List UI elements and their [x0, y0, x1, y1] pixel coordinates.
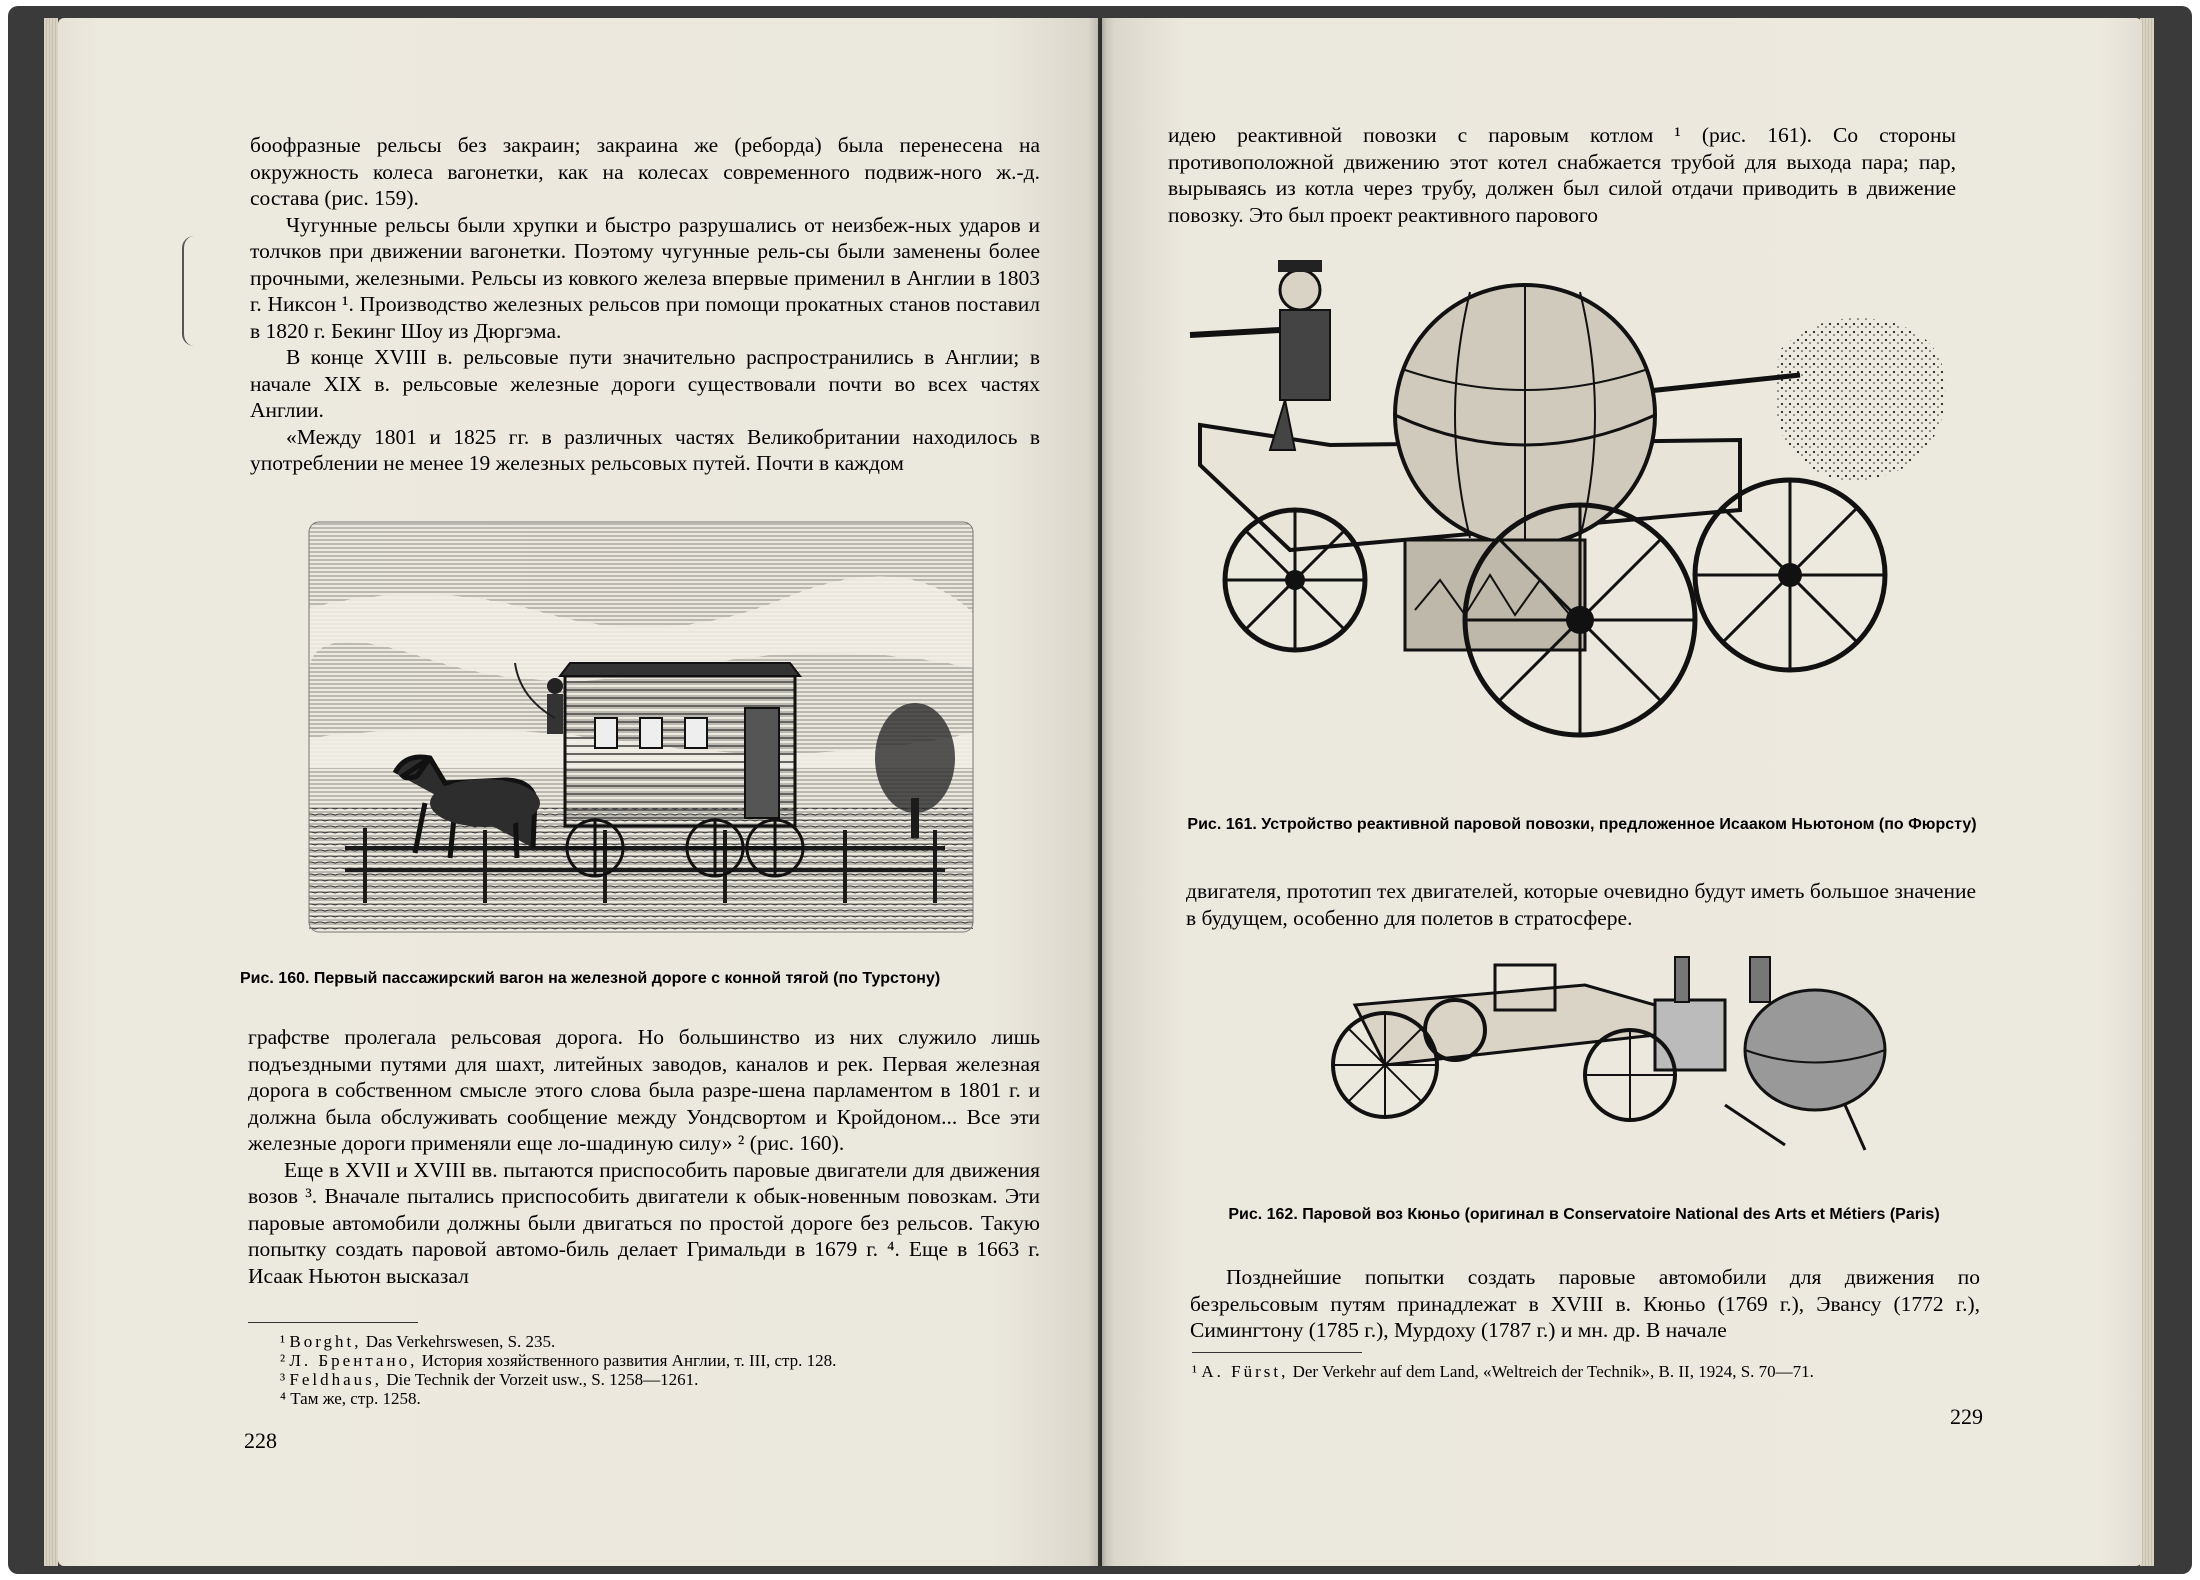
right-footnote-rule: [1192, 1352, 1362, 1353]
left-footnotes: [280, 1332, 1040, 1408]
left-paragraph-6: Еще в XVII и XVIII вв. пытаются приспособить паровые двигатели для движения возов ³. Вначале пытались приспособить двигатели к обык-новенным повозкам. Эти паровые автомобили должны были двигаться по простой дороге без рельсов. Такую попытку создать паровой автомо-биль делает Гримальди в 1679 г. ⁴. Еще в 1663 г. Исаак Ньютон высказал: [248, 1157, 1040, 1288]
left-page-number: 228: [244, 1428, 277, 1453]
right-paragraph-3: Позднейшие попытки создать паровые автомобили для движения по безрельсовым путям принадлежат в XVIII в. Кюньо (1769 г.), Эвансу (1772 г.), Симингтону (1785 г.), Мурдоху (1787 г.) и мн. др. В начале: [1190, 1265, 1980, 1342]
page-edges-left: [44, 18, 58, 1566]
left-paragraph-1: боофразные рельсы без закраин; закраина же (реборда) была перенесена на окружность колеса вагонетки, как на колесах современного подвиж-ного ж.-д. состава (рис. 159).: [250, 133, 1040, 210]
figure-162-caption: Рис. 162. Паровой воз Кюньо (оригинал в Conservatoire National des Arts et Métiers (Paris): [1228, 1206, 1940, 1223]
left-footnote-4: ⁴ Там же, стр. 1258.: [280, 1389, 421, 1408]
figure-160-horse-wagon: [305, 518, 977, 936]
right-text-top: [1168, 122, 1956, 228]
left-footnote-rule: [248, 1322, 418, 1323]
left-footnote-1: ¹ Borght, Das Verkehrswesen, S. 235.: [280, 1332, 556, 1351]
book-gutter: [1088, 18, 1114, 1566]
right-footnotes: [1192, 1362, 1982, 1381]
left-paragraph-2: Чугунные рельсы были хрупки и быстро разрушались от неизбеж-ных ударов и толчков при движении вагонетки. Поэтому чугунные рель-сы были заменены более прочными, железными. Рельсы из ковкого железа впервые применил в Англии в 1803 г. Никсон ¹. Производство железных рельсов при помощи прокатных станов поставил в 1820 г. Бекинг Шоу из Дюргэма.: [250, 212, 1040, 343]
right-text-bottom: [1190, 1264, 1980, 1344]
left-paragraph-5: графстве пролегала рельсовая дорога. Но большинство из них служило лишь подъездными путями для шахт, литейных заводов, каналов и рек. Первая железная дорога в собственном смысле этого слова была разре-шена парламентом в 1801 г. и должна была обслуживать сообщение между Уондсвортом и Кройдоном... Все эти железные дороги применяли еще ло-шадиную силу» ² (рис. 160).: [248, 1025, 1040, 1155]
left-text-bottom: [248, 1024, 1040, 1289]
right-footnote-1: ¹ A. Fürst, Der Verkehr auf dem Land, «Weltreich der Technik», B. II, 1924, S. 70—71.: [1192, 1362, 1814, 1381]
right-paragraph-1: идею реактивной повозки с паровым котлом ¹ (рис. 161). Со стороны противоположной движению этот котел снабжается трубой для выхода пара; пар, вырываясь из котла через трубу, должен был силой отдачи приводить в движение повозку. Это был проект реактивного парового: [1168, 123, 1956, 227]
left-footnote-3: ³ Feldhaus, Die Technik der Vorzeit usw., S. 1258—1261.: [280, 1370, 699, 1389]
right-text-mid: [1186, 878, 1976, 931]
page-edges-right: [2140, 18, 2154, 1566]
figure-161-caption: Рис. 161. Устройство реактивной паровой повозки, предложенное Исааком Ньютоном (по Фюрсту): [1187, 816, 1977, 833]
left-paragraph-3: В конце XVIII в. рельсовые пути значительно распространились в Англии; в начале XIX в. рельсовые железные дороги существовали почти во всех частях Англии.: [250, 345, 1040, 422]
right-page-number: 229: [1950, 1404, 1983, 1429]
figure-162-cugnot-steam-wagon: [1325, 945, 1895, 1165]
figure-160-caption: Рис. 160. Первый пассажирский вагон на железной дороге с конной тягой (по Турстону): [240, 970, 941, 987]
right-paragraph-2: двигателя, прототип тех двигателей, которые очевидно будут иметь большое значение в будущем, особенно для полетов в стратосфере.: [1186, 879, 1976, 930]
left-footnote-2: ² Л. Брентано, История хозяйственного развития Англии, т. III, стр. 128.: [280, 1351, 837, 1370]
margin-bracket-mark: [182, 236, 194, 346]
left-text-top: [250, 132, 1040, 477]
left-paragraph-4: «Между 1801 и 1825 гг. в различных частях Великобритании находилось в употреблении не менее 19 железных рельсовых путей. Почти в каждом: [250, 424, 1040, 475]
figure-161-newton-steam-carriage: [1180, 250, 1960, 740]
